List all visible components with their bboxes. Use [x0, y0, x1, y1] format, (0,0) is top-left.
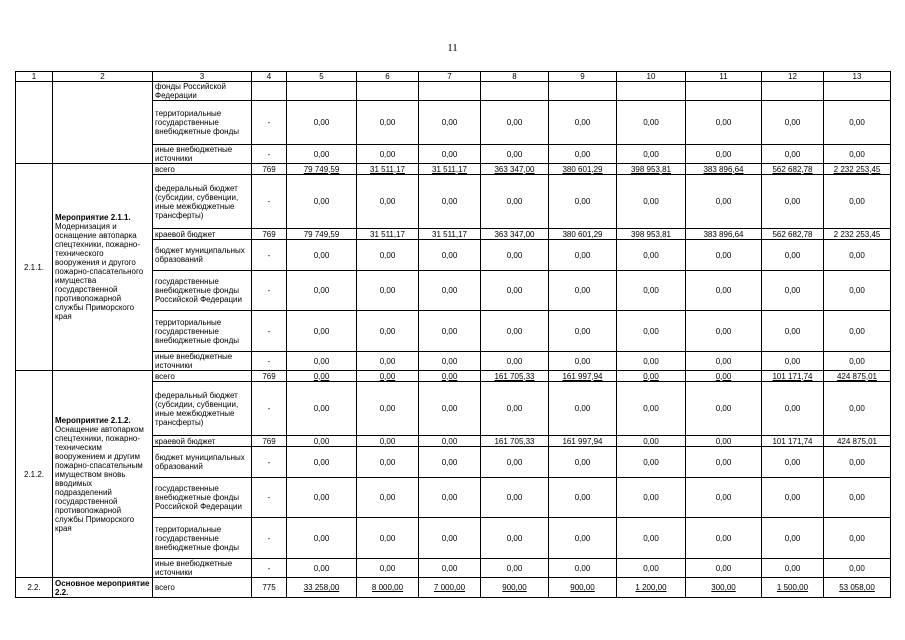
amount-cell: 161 997,94	[549, 436, 617, 447]
amount-cell: 0,00	[357, 240, 419, 271]
amount-cell: 0,00	[686, 145, 762, 164]
amount-cell: 0,00	[686, 478, 762, 518]
amount-cell: 562 682,78	[762, 229, 824, 240]
amount-cell: 0,00	[419, 311, 481, 352]
measure-name	[53, 82, 153, 164]
measure-title: Мероприятие 2.1.1.	[55, 213, 131, 222]
amount-cell: 0,00	[824, 240, 891, 271]
gr-code: 769	[252, 164, 287, 175]
funding-source: государственные внебюджетные фонды Российской Федерации	[153, 478, 252, 518]
amount-cell: 31 511,17	[357, 164, 419, 175]
amount-cell: 0,00	[287, 559, 357, 578]
funding-source: фонды Российской Федерации	[153, 82, 252, 101]
gr-code: -	[252, 175, 287, 229]
amount-cell: 0,00	[686, 436, 762, 447]
measure-description: Модернизация и оснащение автопарка спецтехники, пожарно-технического вооружения и другого пожарно-спасательного имущества государственной противопожарной службы Приморского края	[55, 222, 144, 321]
table-row	[16, 82, 891, 101]
column-header: 5	[287, 72, 357, 82]
amount-cell: 380 601,29	[549, 229, 617, 240]
amount-cell: 0,00	[357, 447, 419, 478]
header-row	[16, 72, 891, 82]
amount-cell: 0,00	[824, 559, 891, 578]
table-row	[16, 371, 891, 382]
amount-cell: 0,00	[617, 518, 686, 559]
gr-code: -	[252, 145, 287, 164]
amount-cell: 31 511,17	[357, 229, 419, 240]
amount-cell: 0,00	[617, 447, 686, 478]
amount-cell: 0,00	[762, 145, 824, 164]
amount-cell: 101 171,74	[762, 371, 824, 382]
amount-cell: 0,00	[762, 240, 824, 271]
amount-cell: 0,00	[419, 518, 481, 559]
amount-cell: 79 749,59	[287, 164, 357, 175]
amount-cell: 0,00	[419, 559, 481, 578]
amount-cell: 0,00	[824, 478, 891, 518]
amount-cell: 0,00	[617, 101, 686, 145]
gr-code: -	[252, 271, 287, 311]
measure-name	[53, 578, 153, 598]
amount-cell: 424 875,01	[824, 436, 891, 447]
amount-cell: 0,00	[824, 271, 891, 311]
amount-cell: 0,00	[357, 101, 419, 145]
column-header: 8	[481, 72, 549, 82]
funding-source: краевой бюджет	[153, 436, 252, 447]
amount-cell: 0,00	[357, 371, 419, 382]
amount-cell: 0,00	[686, 559, 762, 578]
amount-cell: 0,00	[357, 382, 419, 436]
page-number: 11	[447, 42, 458, 54]
amount-cell: 1 200,00	[617, 578, 686, 598]
amount-cell: 53 058,00	[824, 578, 891, 598]
gr-code: -	[252, 518, 287, 559]
amount-cell	[762, 82, 824, 101]
column-header: 6	[357, 72, 419, 82]
measure-name	[53, 371, 153, 578]
amount-cell: 0,00	[617, 478, 686, 518]
funding-source: иные внебюджетные источники	[153, 145, 252, 164]
funding-source: федеральный бюджет (субсидии, субвенции, иные межбюджетные трансферты)	[153, 175, 252, 229]
amount-cell: 0,00	[762, 352, 824, 371]
gr-code: -	[252, 447, 287, 478]
amount-cell: 0,00	[824, 101, 891, 145]
amount-cell: 0,00	[287, 311, 357, 352]
amount-cell: 363 347,00	[481, 164, 549, 175]
amount-cell: 0,00	[549, 175, 617, 229]
row-number	[16, 82, 53, 164]
amount-cell: 0,00	[419, 240, 481, 271]
measure-title: Мероприятие 2.1.2.	[55, 415, 131, 425]
amount-cell	[549, 82, 617, 101]
amount-cell: 0,00	[549, 145, 617, 164]
amount-cell: 0,00	[357, 311, 419, 352]
amount-cell: 0,00	[419, 271, 481, 311]
amount-cell: 0,00	[481, 518, 549, 559]
amount-cell: 0,00	[287, 145, 357, 164]
column-header: 2	[53, 72, 153, 82]
amount-cell: 0,00	[617, 436, 686, 447]
amount-cell: 101 171,74	[762, 436, 824, 447]
funding-source: государственные внебюджетные фонды Российской Федерации	[153, 271, 252, 311]
funding-source: иные внебюджетные источники	[153, 559, 252, 578]
amount-cell: 1 500,00	[762, 578, 824, 598]
amount-cell: 0,00	[686, 311, 762, 352]
amount-cell: 0,00	[824, 145, 891, 164]
amount-cell: 0,00	[824, 518, 891, 559]
amount-cell: 0,00	[419, 352, 481, 371]
amount-cell: 0,00	[357, 559, 419, 578]
gr-code: -	[252, 240, 287, 271]
column-header: 10	[617, 72, 686, 82]
amount-cell	[419, 82, 481, 101]
amount-cell: 0,00	[481, 311, 549, 352]
amount-cell: 0,00	[481, 478, 549, 518]
gr-code: -	[252, 311, 287, 352]
amount-cell	[481, 82, 549, 101]
amount-cell: 0,00	[617, 271, 686, 311]
column-header: 11	[686, 72, 762, 82]
funding-source: бюджет муниципальных образований	[153, 447, 252, 478]
amount-cell: 0,00	[287, 352, 357, 371]
amount-cell: 398 953,81	[617, 164, 686, 175]
amount-cell: 0,00	[617, 371, 686, 382]
amount-cell: 0,00	[481, 271, 549, 311]
amount-cell: 0,00	[481, 145, 549, 164]
measure-description: Оснащение автопарком спецтехники, пожарно-техническим вооружением и другим пожарно-спасательным имуществом вновь вводимых подразделений государственной противопожарной службы Приморского края	[55, 424, 144, 533]
amount-cell: 0,00	[419, 101, 481, 145]
amount-cell: 383 896,64	[686, 229, 762, 240]
amount-cell: 0,00	[287, 271, 357, 311]
column-header: 4	[252, 72, 287, 82]
funding-source: всего	[153, 578, 252, 598]
amount-cell: 0,00	[287, 478, 357, 518]
amount-cell: 0,00	[617, 311, 686, 352]
column-header: 7	[419, 72, 481, 82]
funding-source: краевой бюджет	[153, 229, 252, 240]
amount-cell: 363 347,00	[481, 229, 549, 240]
amount-cell: 0,00	[481, 352, 549, 371]
amount-cell: 0,00	[481, 447, 549, 478]
amount-cell: 0,00	[549, 382, 617, 436]
amount-cell: 0,00	[824, 382, 891, 436]
amount-cell: 0,00	[762, 478, 824, 518]
row-number: 2.2.	[16, 578, 53, 598]
amount-cell: 0,00	[287, 382, 357, 436]
amount-cell: 0,00	[287, 240, 357, 271]
amount-cell: 0,00	[686, 271, 762, 311]
amount-cell: 0,00	[686, 175, 762, 229]
funding-source: всего	[153, 371, 252, 382]
amount-cell: 161 705,33	[481, 371, 549, 382]
measure-name	[53, 164, 153, 371]
amount-cell	[287, 82, 357, 101]
amount-cell: 8 000,00	[357, 578, 419, 598]
gr-code: 769	[252, 436, 287, 447]
row-number: 2.1.2.	[16, 371, 53, 578]
funding-source: территориальные государственные внебюджетные фонды	[153, 101, 252, 145]
amount-cell: 0,00	[357, 436, 419, 447]
amount-cell: 31 511,17	[419, 164, 481, 175]
amount-cell: 383 896,64	[686, 164, 762, 175]
amount-cell: 562 682,78	[762, 164, 824, 175]
amount-cell: 0,00	[481, 101, 549, 145]
gr-code: 775	[252, 578, 287, 598]
amount-cell: 0,00	[287, 175, 357, 229]
amount-cell: 0,00	[617, 352, 686, 371]
amount-cell: 0,00	[419, 436, 481, 447]
gr-code: 769	[252, 229, 287, 240]
amount-cell: 0,00	[287, 371, 357, 382]
amount-cell: 31 511,17	[419, 229, 481, 240]
amount-cell: 79 749,59	[287, 229, 357, 240]
amount-cell: 33 258,00	[287, 578, 357, 598]
amount-cell: 0,00	[287, 518, 357, 559]
amount-cell: 0,00	[287, 447, 357, 478]
amount-cell: 380 601,29	[549, 164, 617, 175]
amount-cell: 0,00	[686, 371, 762, 382]
amount-cell: 0,00	[549, 352, 617, 371]
amount-cell: 0,00	[549, 240, 617, 271]
amount-cell: 900,00	[481, 578, 549, 598]
amount-cell: 0,00	[419, 145, 481, 164]
amount-cell: 0,00	[357, 271, 419, 311]
amount-cell: 0,00	[824, 447, 891, 478]
funding-source: территориальные государственные внебюджетные фонды	[153, 518, 252, 559]
amount-cell: 0,00	[617, 382, 686, 436]
amount-cell: 424 875,01	[824, 371, 891, 382]
gr-code	[252, 82, 287, 101]
amount-cell: 0,00	[762, 271, 824, 311]
amount-cell	[824, 82, 891, 101]
amount-cell: 0,00	[686, 447, 762, 478]
amount-cell: 0,00	[824, 175, 891, 229]
amount-cell: 0,00	[762, 101, 824, 145]
amount-cell: 0,00	[419, 478, 481, 518]
amount-cell: 0,00	[617, 145, 686, 164]
amount-cell: 0,00	[824, 352, 891, 371]
amount-cell: 0,00	[419, 371, 481, 382]
funding-source: федеральный бюджет (субсидии, субвенции, иные межбюджетные трансферты)	[153, 382, 252, 436]
amount-cell	[686, 82, 762, 101]
amount-cell: 0,00	[481, 559, 549, 578]
amount-cell: 2 232 253,45	[824, 164, 891, 175]
amount-cell: 0,00	[762, 382, 824, 436]
amount-cell: 0,00	[686, 240, 762, 271]
amount-cell: 0,00	[549, 271, 617, 311]
amount-cell: 0,00	[824, 311, 891, 352]
amount-cell: 0,00	[357, 352, 419, 371]
amount-cell	[617, 82, 686, 101]
column-header: 9	[549, 72, 617, 82]
measure-title: Основное мероприятие 2.2.	[55, 578, 150, 597]
amount-cell: 0,00	[762, 447, 824, 478]
gr-code: -	[252, 559, 287, 578]
gr-code: 769	[252, 371, 287, 382]
amount-cell: 300,00	[686, 578, 762, 598]
funding-source: всего	[153, 164, 252, 175]
amount-cell: 0,00	[686, 101, 762, 145]
amount-cell: 0,00	[357, 175, 419, 229]
table-row	[16, 164, 891, 175]
gr-code: -	[252, 478, 287, 518]
funding-source: иные внебюджетные источники	[153, 352, 252, 371]
amount-cell: 0,00	[617, 559, 686, 578]
amount-cell: 0,00	[481, 382, 549, 436]
amount-cell: 0,00	[617, 175, 686, 229]
amount-cell: 900,00	[549, 578, 617, 598]
amount-cell: 0,00	[762, 559, 824, 578]
amount-cell: 0,00	[762, 518, 824, 559]
amount-cell: 0,00	[549, 478, 617, 518]
amount-cell: 0,00	[549, 101, 617, 145]
amount-cell: 0,00	[549, 447, 617, 478]
amount-cell: 0,00	[287, 436, 357, 447]
amount-cell: 0,00	[357, 518, 419, 559]
amount-cell: 161 997,94	[549, 371, 617, 382]
amount-cell: 0,00	[481, 175, 549, 229]
amount-cell: 0,00	[287, 101, 357, 145]
funding-source: территориальные государственные внебюджетные фонды	[153, 311, 252, 352]
amount-cell: 0,00	[419, 447, 481, 478]
table-row	[16, 578, 891, 598]
amount-cell: 0,00	[686, 382, 762, 436]
amount-cell: 0,00	[481, 240, 549, 271]
amount-cell: 0,00	[419, 382, 481, 436]
amount-cell: 0,00	[549, 311, 617, 352]
amount-cell: 7 000,00	[419, 578, 481, 598]
row-number: 2.1.1.	[16, 164, 53, 371]
amount-cell: 0,00	[549, 559, 617, 578]
column-header: 13	[824, 72, 891, 82]
amount-cell: 0,00	[357, 145, 419, 164]
amount-cell: 0,00	[617, 240, 686, 271]
gr-code: -	[252, 101, 287, 145]
amount-cell: 0,00	[419, 175, 481, 229]
budget-table	[15, 71, 891, 598]
amount-cell: 0,00	[762, 175, 824, 229]
amount-cell: 0,00	[357, 478, 419, 518]
amount-cell	[357, 82, 419, 101]
column-header: 12	[762, 72, 824, 82]
gr-code: -	[252, 352, 287, 371]
amount-cell: 0,00	[549, 518, 617, 559]
amount-cell: 398 953,81	[617, 229, 686, 240]
amount-cell: 0,00	[762, 311, 824, 352]
amount-cell: 0,00	[686, 352, 762, 371]
amount-cell: 161 705,33	[481, 436, 549, 447]
funding-source: бюджет муниципальных образований	[153, 240, 252, 271]
amount-cell: 0,00	[686, 518, 762, 559]
column-header: 1	[16, 72, 53, 82]
amount-cell: 2 232 253,45	[824, 229, 891, 240]
column-header: 3	[153, 72, 252, 82]
gr-code: -	[252, 382, 287, 436]
